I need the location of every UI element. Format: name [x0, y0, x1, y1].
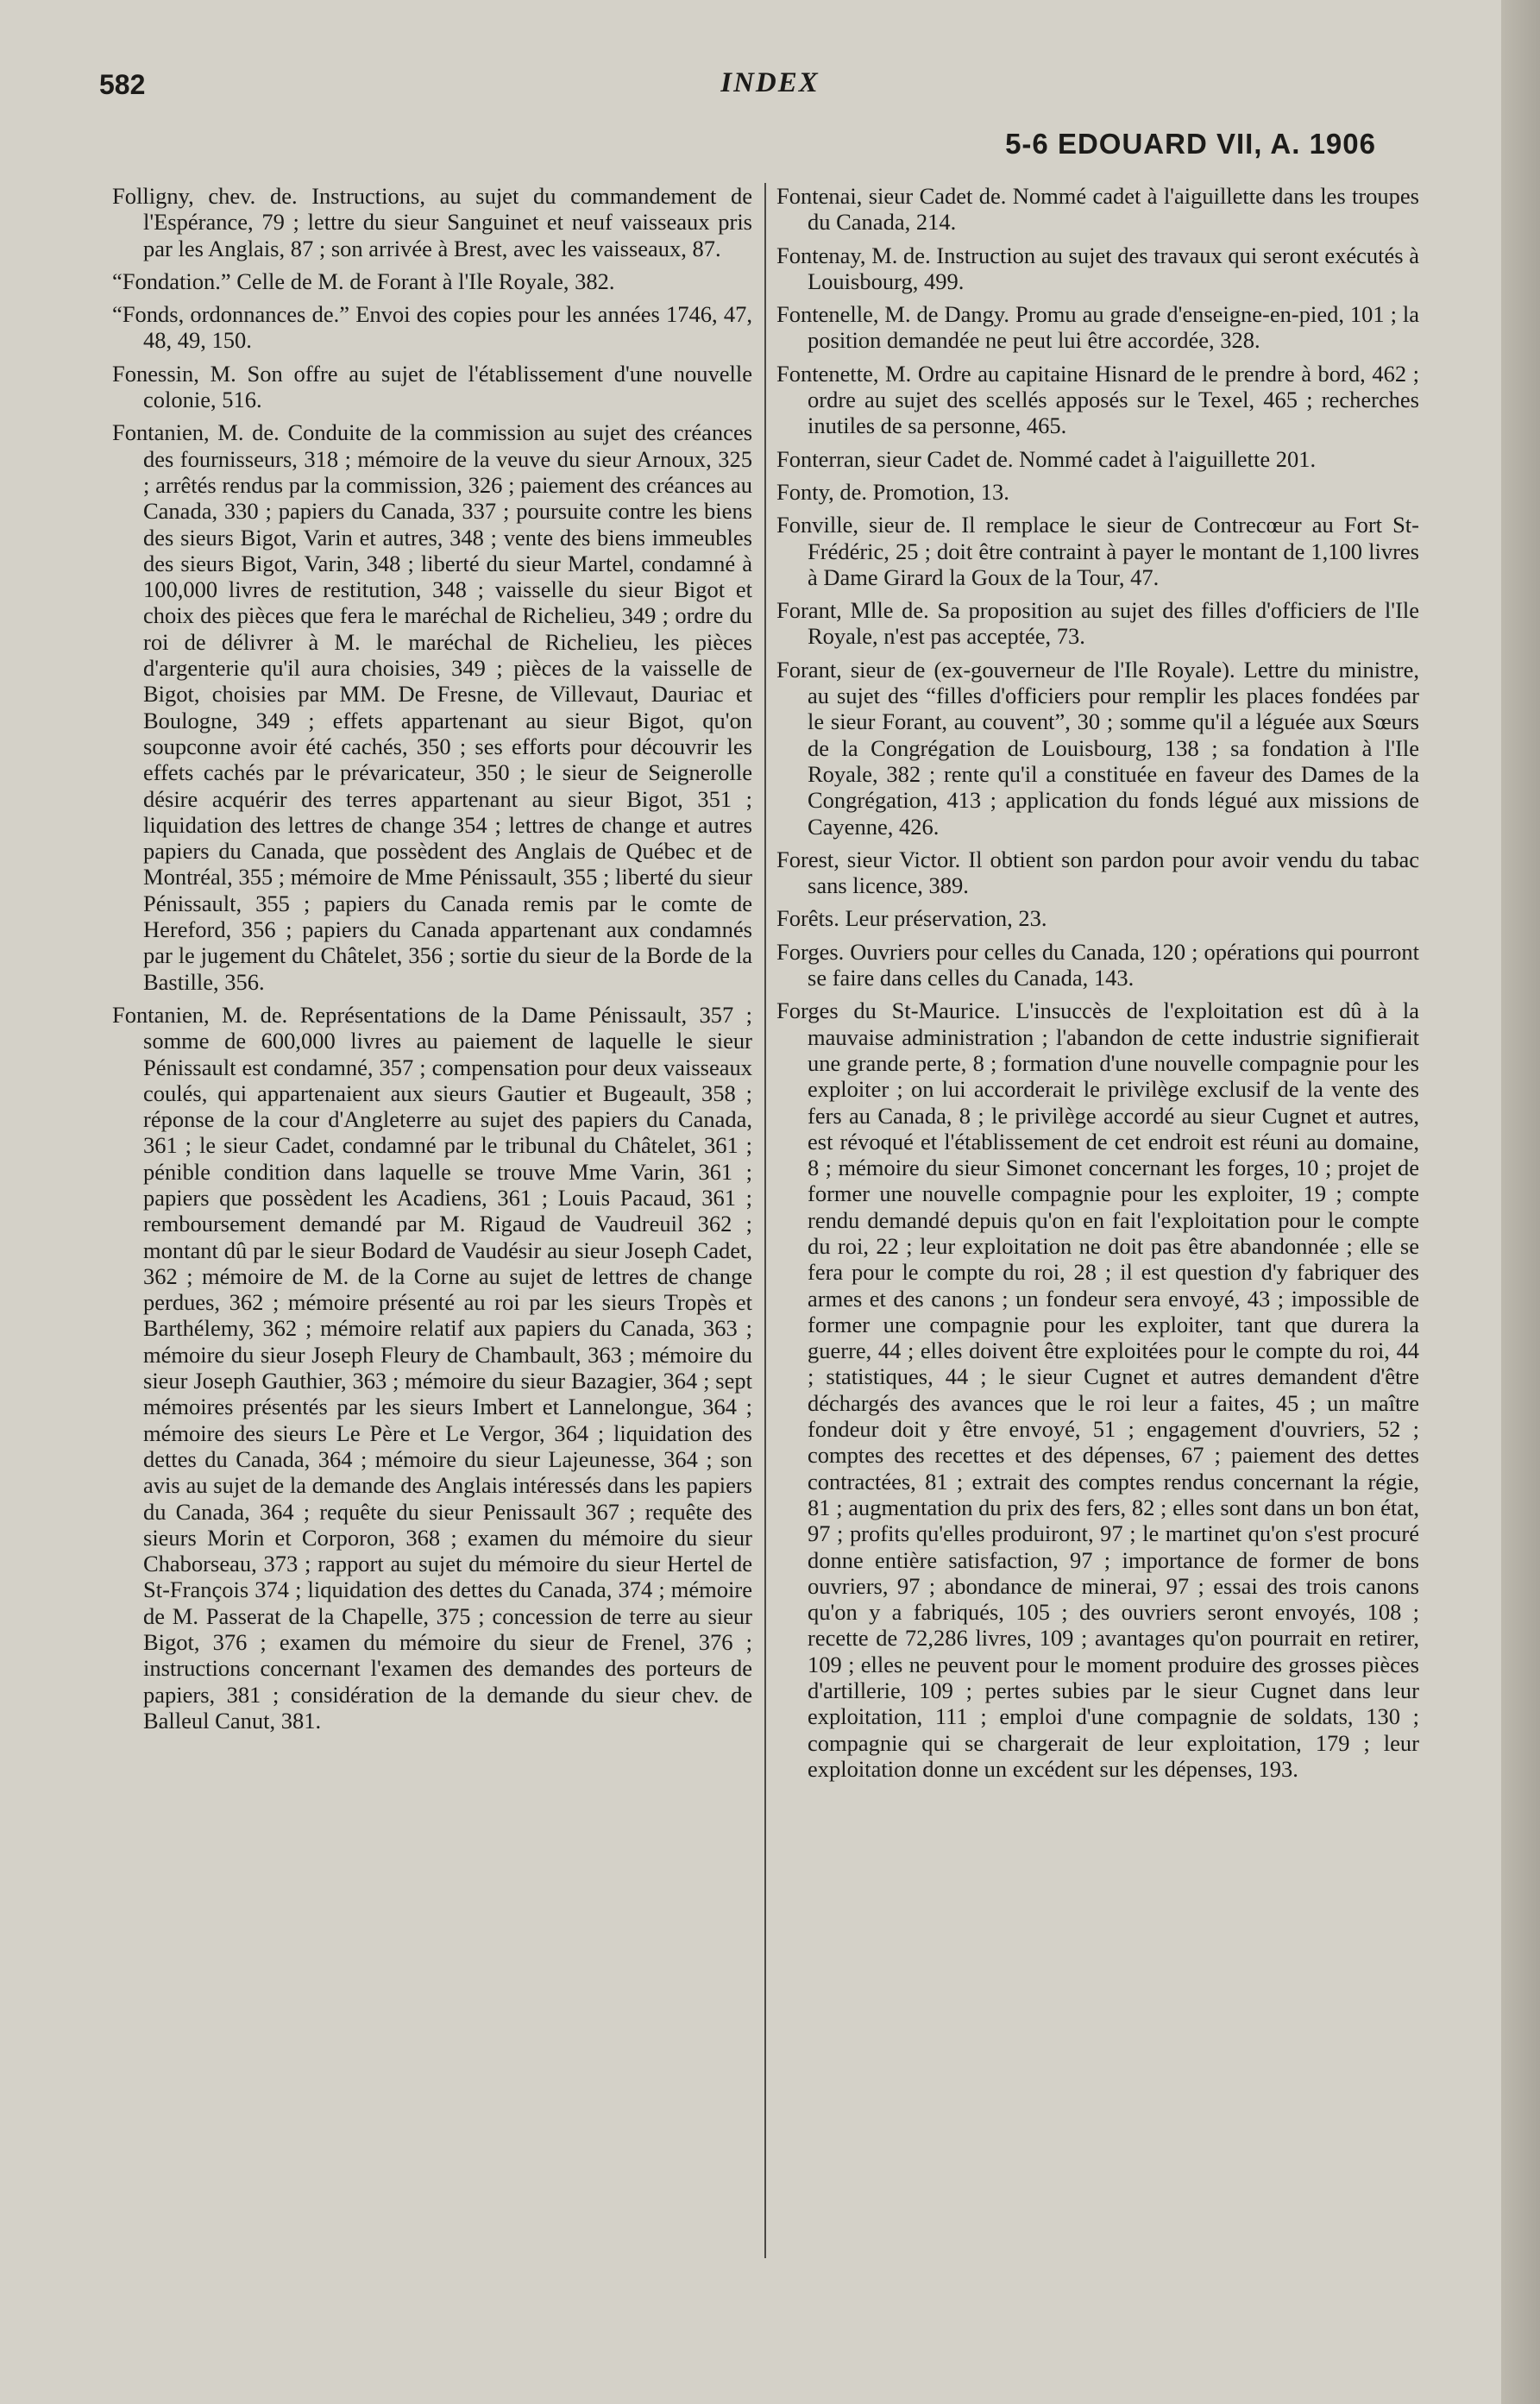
index-headword: “Fonds, ordonnances de.”	[112, 301, 349, 328]
index-entry	[776, 361, 1419, 439]
index-entry-text: Leur préservation, 23.	[845, 905, 1047, 932]
index-entry	[776, 446, 1419, 472]
index-entry	[112, 301, 752, 354]
index-entry	[776, 597, 1419, 650]
index-headword: Folligny, chev. de.	[112, 183, 298, 209]
index-headword: Forêts.	[776, 905, 839, 932]
index-entry-text: Il obtient son pardon pour avoir vendu du tabac sans licence, 389.	[808, 846, 1420, 899]
index-headword: Fontanien, M. de.	[112, 419, 280, 446]
index-entry	[776, 657, 1419, 840]
index-entry	[112, 183, 752, 261]
right-column	[776, 183, 1419, 1789]
index-entry	[112, 361, 752, 413]
index-headword: “Fondation.”	[112, 267, 231, 294]
index-headword: Forges du St-Maurice.	[776, 997, 1001, 1024]
index-entry-text: Il remplace le sieur de Contrecœur au Fort St-Frédéric, 25 ; doit être contraint à payer le montant de 1,100 livres à Dame Girard la Goux de la Tour, 47.	[808, 512, 1419, 590]
index-entry-text: Conduite de la commission au sujet des créances des fournisseurs, 318 ; mémoire de la veuve du sieur Arnoux, 325 ; arrêtés rendus par la commission, 326 ; paiement des créances au Canada, 330 ; papiers du Canada, 337 ; poursuite contre les biens des sieurs Bigot, Varin et autres, 348 ; vente des biens immeubles des sieurs Bigot, Varin, 348 ; liberté du sieur Martel, condamné à 100,000 livres de restitution, 348 ; vaisselle du sieur Bigot et choix des pièces que fera le maréchal de Richelieu, 349 ; ordre du roi de délivrer à M. le maréchal de Richelieu, les pièces d'argenterie qu'il aura choisies, 349 ; pièces de la vaisselle de Bigot, choisies par MM. De Fresne, de Villevaut, Dauriac et Boulogne, 349 ; effets appartenant au sieur Bigot, qu'on soupconne avoir été cachés, 350 ; ses efforts pour découvrir les effets cachés par le prévaricateur, 350 ; le sieur de Seignerolle désire acquérir des terres appartenant au sieur Bigot, 351 ; liquidation des lettres de change 354 ; lettres de change et autres papiers du Canada, que possèdent des Anglais de Québec et de Montréal, 355 ; mémoire de Mme Pénissault, 355 ; liberté du sieur Pénissault, 355 ; papiers du Canada remis par le comte de Hereford, 356 ; papiers du Canada appartenant aux condamnés par le jugement du Châtelet, 356 ; sortie du sieur de la Borde de la Bastille, 356.	[143, 419, 753, 995]
index-entry-text: L'insuccès de l'exploitation est dû à la mauvaise administration ; l'abandon de cette industrie signifierait une grande perte, 8 ; formation d'une nouvelle compagnie pour les exploiter ; on lui accorderait le privilège exclusif de la vente des fers au Canada, 8 ; le privilège accordé au sieur Cugnet et autres, est révoqué et l'établissement de cet endroit est réuni au domaine, 8 ; mémoire du sieur Simonet concernant les forges, 10 ; projet de former une nouvelle compagnie pour les exploiter, 19 ; compte rendu demandé depuis qu'on en fait l'exploitation pour le compte du roi, 22 ; leur exploitation ne doit pas être abandonnée ; elle se fera pour le compte du roi, 28 ; il est question d'y fabriquer des armes et des canons ; un fondeur sera envoyé, 43 ; impossible de former une compagnie pour les exploiter, tant que durera la guerre, 44 ; elles doivent être exploitées pour le compte du roi, 44 ; statistiques, 44 ; le sieur Cugnet et autres demandent d'être déchargés des avances que le roi leur a faites, 45 ; un maître fondeur doit y être envoyé, 51 ; engagement d'ouvriers, 52 ; comptes des recettes et des dépenses, 67 ; paiement des dettes contractées, 81 ; extrait des comptes rendus concernant la régie, 81 ; augmentation du prix des fers, 82 ; elles sont dans un bon état, 97 ; profits qu'elles produiront, 97 ; le martinet qu'on s'est procuré donne entière satisfaction, 97 ; importance de former de bons ouvriers, 97 ; abondance de minerai, 97 ; essai des trois canons qu'on y a fabriqués, 105 ; des ouvriers seront envoyés, 108 ; recette de 72,286 livres, 109 ; avantages qu'on pourrait en retirer, 109 ; elles ne peuvent pour le moment produire des grosses pièces d'artillerie, 109 ; pertes subies par le sieur Cugnet dans leur exploitation, 111 ; emploi d'une compagnie de soldats, 130 ; compagnie qui se chargerait de leur exploitation, 179 ; leur exploitation donne un excédent sur les dépenses, 193.	[808, 997, 1420, 1782]
index-entry-text: Représentations de la Dame Pénissault, 357 ; somme de 600,000 livres au paiement de laquelle le sieur Pénissault est condamné, 357 ; compensation pour deux vaisseaux coulés, qui appartenaient aux sieurs Gautier et Bugeault, 358 ; réponse de la cour d'Angleterre au sujet des papiers du Canada, 361 ; le sieur Cadet, condamné par le tribunal du Châtelet, 361 ; pénible condition dans laquelle se trouve Mme Varin, 361 ; papiers que possèdent les Acadiens, 361 ; Louis Pacaud, 361 ; remboursement demandé par M. Rigaud de Vaudreuil 362 ; montant dû par le sieur Bodard de Vaudésir au sieur Joseph Cadet, 362 ; mémoire de M. de la Corne au sujet de lettres de change perdues, 362 ; mémoire présenté au roi par les sieurs Tropès et Barthélemy, 362 ; mémoire relatif aux papiers du Canada, 363 ; mémoire du sieur Joseph Fleury de Chambault, 363 ; mémoire du sieur Joseph Gauthier, 363 ; mémoire du sieur Bazagier, 364 ; sept mémoires présentés par les sieurs Imbert et Lannelongue, 364 ; mémoire des sieurs Le Père et Le Vergor, 364 ; liquidation des dettes du Canada, 364 ; mémoire du sieur Lajeunesse, 364 ; son avis au sujet de la demande des Anglais intéressés dans les papiers du Canada, 364 ; requête du sieur Penissault 367 ; requête des sieurs Morin et Corporon, 368 ; examen du mémoire du sieur Chaborseau, 373 ; rapport au sujet du mémoire du sieur Hertel de St-François 374 ; liquidation des dettes du Canada, 374 ; mémoire de M. Passerat de la Chapelle, 375 ; concession de terre au sieur Bigot, 376 ; examen du mémoire du sieur de Frenel, 376 ; instructions concernant l'examen des demandes des porteurs de papiers, 381 ; considération de la demande du sieur chev. de Balleul Canut, 381.	[143, 1001, 753, 1734]
index-entry	[112, 419, 752, 995]
index-headword: Fonty, de.	[776, 478, 868, 505]
index-entry	[112, 1002, 752, 1734]
index-entry	[776, 939, 1419, 991]
index-entry-text: Instruction au sujet des travaux qui seront exécutés à Louisbourg, 499.	[808, 242, 1419, 294]
index-entry-text: Sa proposition au sujet des filles d'officiers de l'Ile Royale, n'est pas acceptée, 73.	[808, 597, 1420, 650]
index-headword: Fontenai, sieur Cadet de.	[776, 183, 1007, 209]
running-head: INDEX	[720, 67, 820, 98]
index-entry-text: (ex-gouverneur de l'Ile Royale). Lettre du ministre, au sujet des “filles d'officiers pour remplir les places fondées par le sieur Forant, au couvent”, 30 ; somme qu'il a léguée aux Sœurs de la Congrégation de Louisbourg, 138 ; sa fondation à l'Ile Royale, 382 ; rente qu'il a constituée en faveur des Dames de la Congrégation, 413 ; application du fonds légué aux missions de Cayenne, 426.	[808, 656, 1420, 840]
index-entry-text: Nommé cadet à l'aiguillette dans les troupes du Canada, 214.	[808, 183, 1419, 236]
index-headword: Forant, sieur de	[776, 656, 926, 683]
index-entry	[776, 846, 1419, 899]
index-entry-text: Ouvriers pour celles du Canada, 120 ; opérations qui pourront se faire dans celles du Canada, 143.	[808, 938, 1420, 991]
index-headword: Forest, sieur Victor.	[776, 846, 961, 872]
index-headword: Forant, Mlle de.	[776, 597, 929, 624]
index-entry	[776, 183, 1419, 236]
index-headword: Fonterran, sieur Cadet de.	[776, 445, 1014, 472]
index-entry-text: Promu au grade d'enseigne-en-pied, 101 ; la position demandée ne peut lui être accordée, 328.	[808, 301, 1420, 354]
index-entry-text: Nommé cadet à l'aiguillette 201.	[1019, 445, 1317, 472]
page-edge	[1501, 0, 1540, 2404]
index-entry	[776, 512, 1419, 590]
left-column	[112, 183, 752, 1740]
index-entry-text: Son offre au sujet de l'établissement d'une nouvelle colonie, 516.	[143, 360, 752, 413]
index-entry	[776, 242, 1419, 295]
index-entry	[776, 997, 1419, 1782]
index-entry	[776, 905, 1419, 931]
index-entry	[776, 479, 1419, 505]
session-header: 5-6 EDOUARD VII, A. 1906	[1005, 128, 1376, 160]
index-headword: Fontanien, M. de.	[112, 1001, 288, 1028]
index-headword: Fontenelle, M. de Dangy.	[776, 301, 1010, 328]
index-headword: Fontenette, M.	[776, 360, 912, 387]
index-entry-text: Instructions, au sujet du commandement de l'Espérance, 79 ; lettre du sieur Sanguinet et neuf vaisseaux pris par les Anglais, 87 ; son arrivée à Brest, avec les vaisseaux, 87.	[143, 183, 752, 261]
index-headword: Forges.	[776, 938, 845, 965]
index-entry-text: Ordre au capitaine Hisnard de le prendre à bord, 462 ; ordre au sujet des scellés apposés sur le Texel, 465 ; recherches inutiles de sa personne, 465.	[808, 360, 1419, 439]
page-number: 582	[99, 69, 146, 100]
index-entry-text: Celle de M. de Forant à l'Ile Royale, 382.	[236, 267, 615, 294]
index-entry-text: Envoi des copies pour les années 1746, 47, 48, 49, 150.	[143, 301, 753, 354]
index-entry	[112, 268, 752, 294]
index-headword: Fontenay, M. de.	[776, 242, 931, 268]
index-entry	[776, 301, 1419, 354]
index-headword: Fonessin, M.	[112, 360, 236, 387]
index-entry-text: Promotion, 13.	[872, 478, 1009, 505]
index-headword: Fonville, sieur de.	[776, 512, 952, 538]
column-divider	[764, 183, 766, 2258]
